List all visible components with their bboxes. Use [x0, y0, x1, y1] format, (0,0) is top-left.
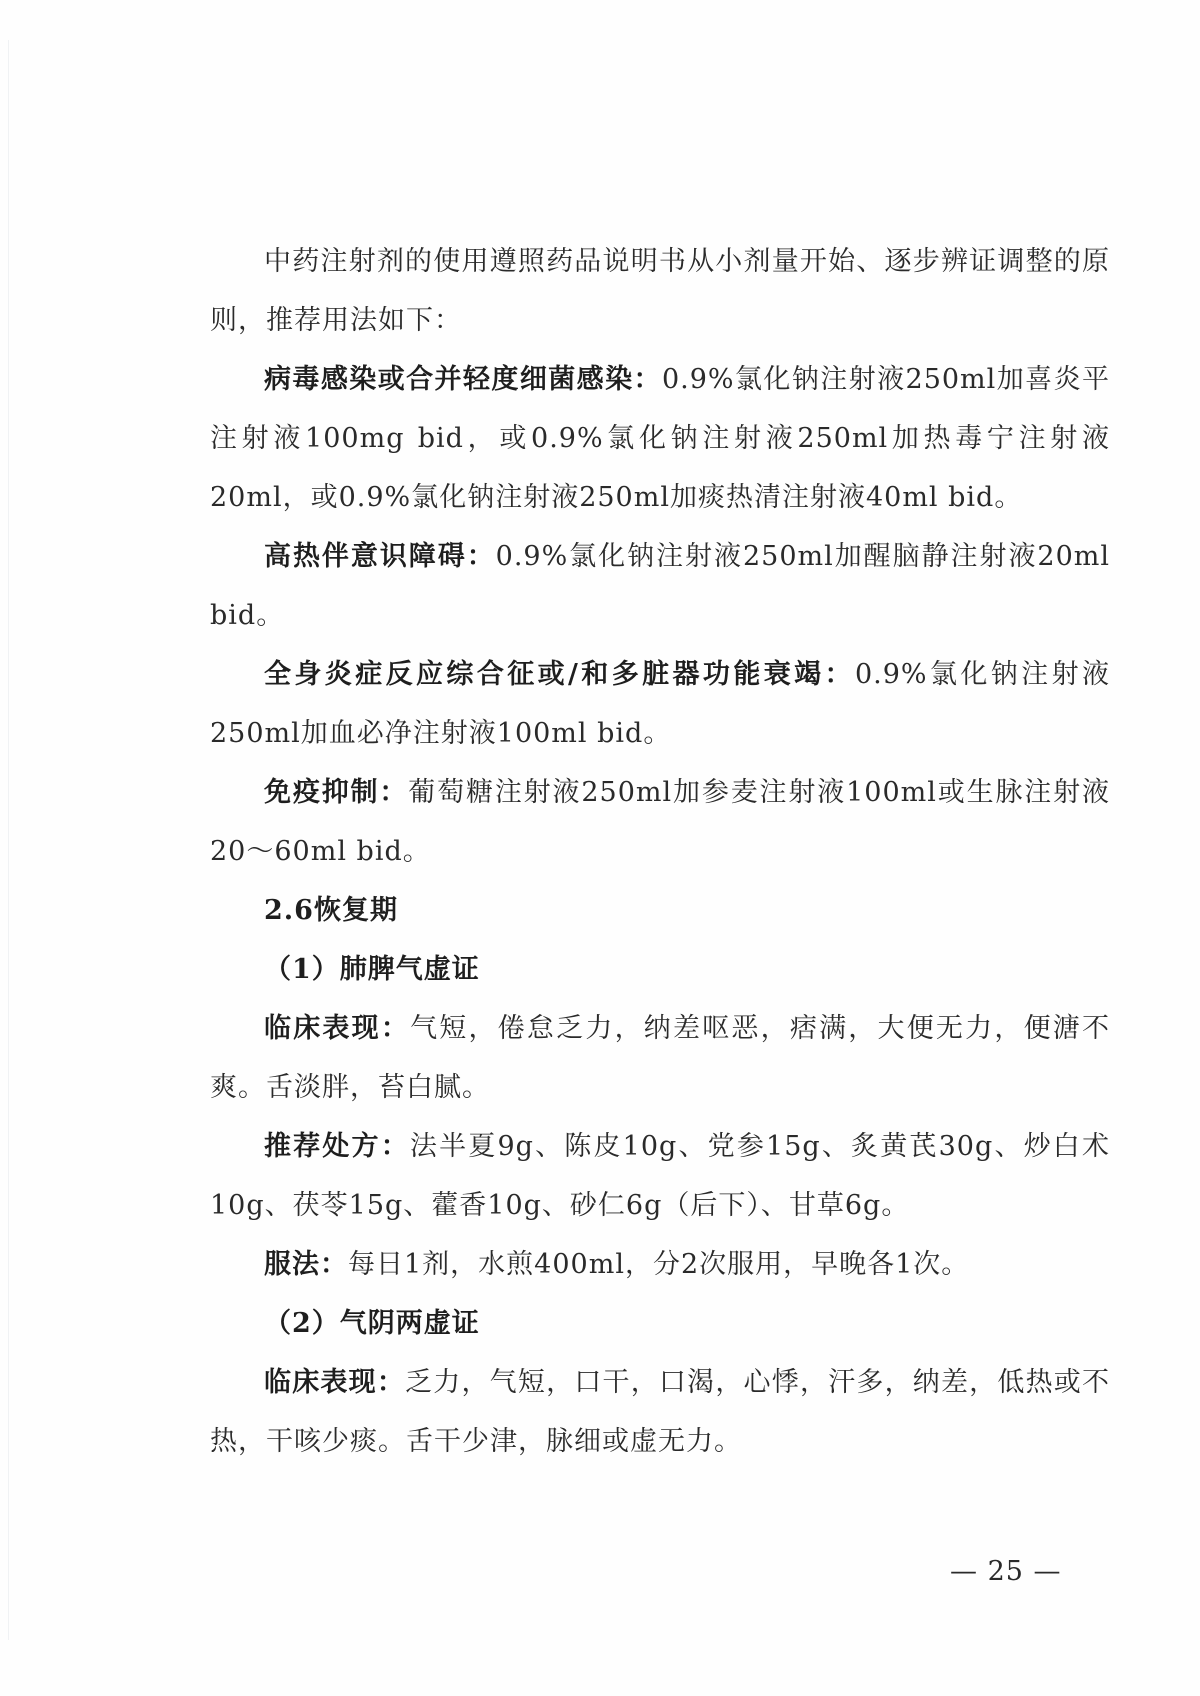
- paragraph-immunosuppression: [210, 763, 1110, 881]
- paragraph-prescription: [210, 1117, 1110, 1235]
- subheading-qi-yin: [210, 1294, 1110, 1353]
- section-heading-recovery: [210, 881, 1110, 940]
- paragraph-lead: 临床表现：: [264, 1013, 411, 1044]
- scan-edge: [8, 40, 9, 1640]
- paragraph-lead: 全身炎症反应综合征或/和多脏器功能衰竭：: [264, 659, 855, 690]
- page-number: — 25 —: [950, 1556, 1062, 1587]
- paragraph-text: 乏力，气短，口干，口渴，心悸，汗多，纳差，低热或不热，干咳少痰。舌干少津，脉细或虚无力。: [210, 1367, 1111, 1457]
- paragraph-text: 0.9%氯化钠注射液250ml加血必净注射液100ml bid。: [210, 659, 1110, 749]
- paragraph-intro: [210, 232, 1110, 350]
- paragraph-lead: 服法：: [264, 1249, 348, 1280]
- subheading: （1）肺脾气虚证: [264, 954, 480, 985]
- paragraph-text: 0.9%氯化钠注射液250ml加喜炎平注射液100mg bid，或0.9%氯化钠注射液250ml加热毒宁注射液20ml，或0.9%氯化钠注射液250ml加痰热清注射液40ml bid。: [210, 364, 1110, 513]
- paragraph-text: 每日1剂，水煎400ml，分2次服用，早晚各1次。: [348, 1249, 970, 1280]
- paragraph-sirs: [210, 645, 1110, 763]
- paragraph-text: 法半夏9g、陈皮10g、党参15g、炙黄芪30g、炒白术10g、茯苓15g、藿香10g、砂仁6g（后下）、甘草6g。: [210, 1131, 1110, 1221]
- paragraph-lead: 临床表现：: [264, 1367, 406, 1398]
- paragraph-viral-infection: [210, 350, 1110, 527]
- paragraph-lead: 推荐处方：: [264, 1131, 410, 1162]
- paragraph-text: 气短，倦怠乏力，纳差呕恶，痞满，大便无力，便溏不爽。舌淡胖，苔白腻。: [210, 1013, 1111, 1103]
- subheading-lung-spleen: [210, 940, 1110, 999]
- body-text: [210, 232, 1110, 1471]
- section-heading: 2.6恢复期: [264, 895, 398, 926]
- paragraph-text: 葡萄糖注射液250ml加参麦注射液100ml或生脉注射液20～60ml bid。: [210, 777, 1111, 867]
- paragraph-usage: [210, 1235, 1110, 1294]
- paragraph-lead: 高热伴意识障碍：: [264, 541, 496, 572]
- paragraph-clinical-1: [210, 999, 1110, 1117]
- paragraph-text: 0.9%氯化钠注射液250ml加醒脑静注射液20ml bid。: [210, 541, 1111, 631]
- subheading: （2）气阴两虚证: [264, 1308, 480, 1339]
- paragraph-text: 中药注射剂的使用遵照药品说明书从小剂量开始、逐步辨证调整的原则，推荐用法如下：: [210, 246, 1110, 336]
- paragraph-lead: 免疫抑制：: [264, 777, 409, 808]
- paragraph-clinical-2: [210, 1353, 1110, 1471]
- paragraph-lead: 病毒感染或合并轻度细菌感染：: [264, 364, 662, 395]
- paragraph-high-fever: [210, 527, 1110, 645]
